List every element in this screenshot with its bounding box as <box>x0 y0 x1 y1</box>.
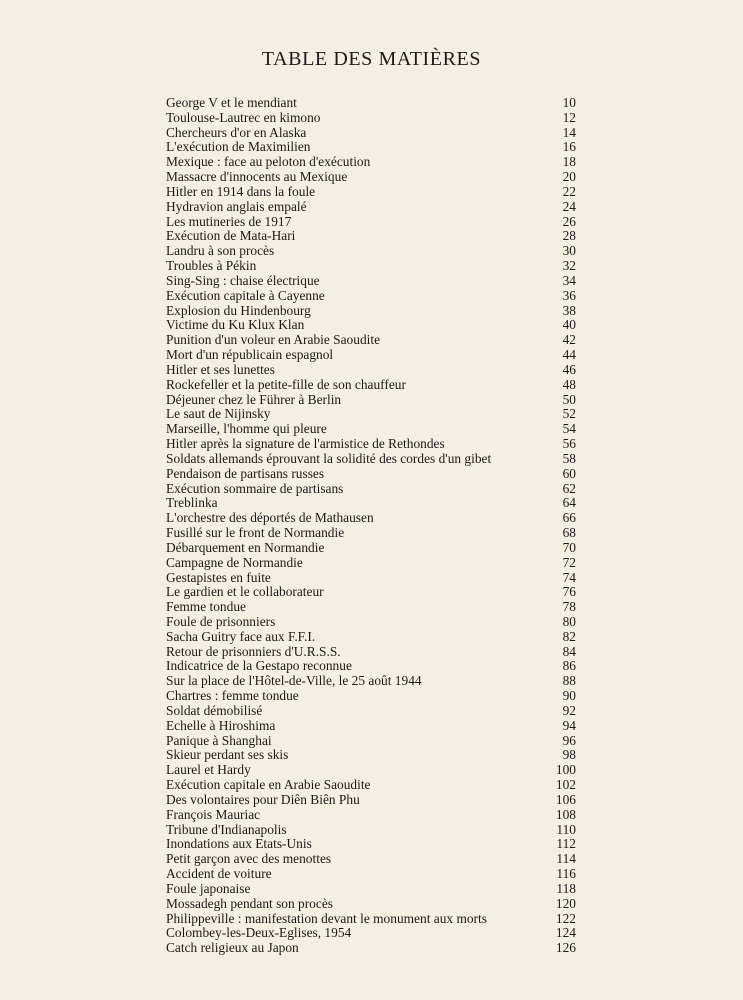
toc-entry <box>166 897 576 912</box>
toc-entry-title: Punition d'un voleur en Arabie Saoudite <box>166 333 381 348</box>
toc-entry-page-number: 102 <box>555 777 576 793</box>
toc-entry <box>166 378 576 393</box>
toc-entry-title: Le saut de Nijinsky <box>166 407 271 422</box>
toc-entry-title: L'orchestre des déportés de Mathausen <box>166 511 374 526</box>
toc-entry-page-number: 84 <box>562 643 576 659</box>
toc-entry-title: Exécution capitale à Cayenne <box>166 288 325 303</box>
toc-entry-title: Exécution capitale en Arabie Saoudite <box>166 778 371 793</box>
toc-entry <box>166 748 576 763</box>
toc-entry <box>166 274 576 289</box>
toc-entry-title: Hitler et ses lunettes <box>166 362 275 377</box>
page-title: TABLE DES MATIÈRES <box>261 48 482 70</box>
toc-entry <box>166 823 576 838</box>
toc-entry-page-number: 92 <box>562 702 576 718</box>
toc-entry-page-number: 122 <box>555 910 576 926</box>
table-of-contents <box>166 96 576 956</box>
toc-entry-title: Chercheurs d'or en Alaska <box>166 125 307 140</box>
toc-entry-title: Foule de prisonniers <box>166 614 276 629</box>
toc-entry <box>166 348 576 363</box>
toc-entry-page-number: 116 <box>556 866 576 882</box>
toc-entry-page-number: 26 <box>562 213 576 229</box>
toc-entry-page-number: 34 <box>562 272 576 288</box>
toc-entry-page-number: 90 <box>562 688 576 704</box>
toc-entry-page-number: 118 <box>556 880 576 896</box>
toc-entry <box>166 333 576 348</box>
toc-entry-title: Mexique : face au peloton d'exécution <box>166 155 371 170</box>
toc-entry-page-number: 82 <box>562 628 576 644</box>
toc-entry <box>166 482 576 497</box>
toc-entry-title: Soldats allemands éprouvant la solidité des cordes d'un gibet <box>166 451 492 466</box>
toc-entry-page-number: 38 <box>562 302 576 318</box>
toc-entry-title: Les mutineries de 1917 <box>166 214 292 229</box>
toc-entry-title: Soldat démobilisé <box>166 703 263 718</box>
toc-entry <box>166 585 576 600</box>
toc-entry <box>166 140 576 155</box>
toc-entry-title: Philippeville : manifestation devant le monument aux morts <box>166 911 487 926</box>
toc-entry-page-number: 106 <box>555 791 576 807</box>
toc-entry <box>166 571 576 586</box>
toc-entry-title: Campagne de Normandie <box>166 555 303 570</box>
toc-entry <box>166 289 576 304</box>
toc-entry-page-number: 42 <box>562 332 576 348</box>
toc-entry-title: Hydravion anglais empalé <box>166 199 307 214</box>
toc-entry <box>166 645 576 660</box>
toc-entry-page-number: 40 <box>562 317 576 333</box>
toc-entry <box>166 852 576 867</box>
toc-entry-page-number: 16 <box>562 139 576 155</box>
toc-entry-title: Massacre d'innocents au Mexique <box>166 170 348 185</box>
toc-entry-title: Sur la place de l'Hôtel-de-Ville, le 25 août 1944 <box>166 674 422 689</box>
toc-entry-title: Foule japonaise <box>166 881 251 896</box>
toc-entry-page-number: 52 <box>562 406 576 422</box>
toc-entry <box>166 734 576 749</box>
toc-entry-page-number: 124 <box>555 925 576 941</box>
toc-entry-title: Petit garçon avec des menottes <box>166 852 332 867</box>
toc-entry-title: Laurel et Hardy <box>166 763 251 778</box>
toc-entry-page-number: 66 <box>562 510 576 526</box>
toc-entry-page-number: 108 <box>555 806 576 822</box>
toc-entry-title: Victime du Ku Klux Klan <box>166 318 305 333</box>
toc-entry-title: Hitler après la signature de l'armistice de Rethondes <box>166 437 445 452</box>
toc-entry-page-number: 74 <box>562 569 576 585</box>
toc-entry <box>166 941 576 956</box>
toc-entry-page-number: 20 <box>562 169 576 185</box>
toc-entry <box>166 541 576 556</box>
toc-entry-title: Gestapistes en fuite <box>166 570 271 585</box>
toc-entry-page-number: 96 <box>562 732 576 748</box>
toc-entry <box>166 215 576 230</box>
toc-entry <box>166 467 576 482</box>
toc-entry-page-number: 58 <box>562 450 576 466</box>
toc-entry <box>166 867 576 882</box>
toc-entry <box>166 259 576 274</box>
toc-entry <box>166 496 576 511</box>
toc-entry <box>166 511 576 526</box>
toc-entry-title: Exécution de Mata-Hari <box>166 229 296 244</box>
toc-entry-page-number: 120 <box>555 895 576 911</box>
toc-entry-page-number: 48 <box>562 376 576 392</box>
toc-entry-page-number: 24 <box>562 198 576 214</box>
toc-entry <box>166 600 576 615</box>
toc-entry-page-number: 70 <box>562 539 576 555</box>
toc-entry <box>166 912 576 927</box>
toc-entry-page-number: 64 <box>562 495 576 511</box>
toc-entry <box>166 437 576 452</box>
toc-entry <box>166 185 576 200</box>
toc-entry-title: Toulouse-Lautrec en kimono <box>166 110 321 125</box>
toc-entry <box>166 674 576 689</box>
toc-entry-page-number: 14 <box>562 124 576 140</box>
toc-entry <box>166 170 576 185</box>
toc-entry-page-number: 44 <box>562 347 576 363</box>
toc-entry <box>166 96 576 111</box>
toc-entry-title: Débarquement en Normandie <box>166 540 325 555</box>
toc-entry <box>166 615 576 630</box>
toc-entry-title: Rockefeller et la petite-fille de son chauffeur <box>166 377 406 392</box>
toc-entry-page-number: 12 <box>562 109 576 125</box>
toc-entry-page-number: 72 <box>562 554 576 570</box>
toc-entry <box>166 778 576 793</box>
toc-entry-page-number: 110 <box>556 821 576 837</box>
toc-entry <box>166 556 576 571</box>
toc-entry-title: George V et le mendiant <box>166 96 297 110</box>
toc-entry-page-number: 60 <box>562 465 576 481</box>
toc-entry-title: Exécution sommaire de partisans <box>166 481 344 496</box>
toc-entry-title: François Mauriac <box>166 807 261 822</box>
toc-entry <box>166 318 576 333</box>
toc-entry-title: Inondations aux Etats-Unis <box>166 837 312 852</box>
toc-entry <box>166 630 576 645</box>
toc-entry-page-number: 50 <box>562 391 576 407</box>
toc-entry-title: Echelle à Hiroshima <box>166 718 276 733</box>
toc-entry-page-number: 98 <box>562 747 576 763</box>
toc-entry <box>166 304 576 319</box>
toc-entry-title: Accident de voiture <box>166 867 272 882</box>
toc-entry-page-number: 100 <box>555 762 576 778</box>
toc-entry-title: Skieur perdant ses skis <box>166 748 289 763</box>
toc-entry <box>166 837 576 852</box>
toc-entry-title: Colombey-les-Deux-Eglises, 1954 <box>166 926 352 941</box>
toc-entry <box>166 155 576 170</box>
toc-entry <box>166 926 576 941</box>
toc-entry-title: L'exécution de Maximilien <box>166 140 311 155</box>
toc-entry <box>166 126 576 141</box>
toc-entry-title: Catch religieux au Japon <box>166 941 299 956</box>
toc-entry-page-number: 32 <box>562 258 576 274</box>
toc-entry-page-number: 86 <box>562 658 576 674</box>
toc-entry <box>166 111 576 126</box>
toc-entry-title: Troubles à Pékin <box>166 259 257 274</box>
toc-entry-page-number: 114 <box>556 851 576 867</box>
toc-entry-page-number: 112 <box>556 836 576 852</box>
toc-entry-title: Sacha Guitry face aux F.F.I. <box>166 629 316 644</box>
toc-entry <box>166 659 576 674</box>
toc-entry-title: Fusillé sur le front de Normandie <box>166 526 345 541</box>
toc-entry-title: Des volontaires pour Diên Biên Phu <box>166 792 360 807</box>
toc-entry-page-number: 76 <box>562 584 576 600</box>
toc-entry <box>166 882 576 897</box>
toc-entry-title: Mort d'un républicain espagnol <box>166 348 334 363</box>
toc-entry <box>166 808 576 823</box>
toc-entry <box>166 200 576 215</box>
toc-entry <box>166 526 576 541</box>
toc-entry-title: Hitler en 1914 dans la foule <box>166 184 316 199</box>
toc-entry-title: Déjeuner chez le Führer à Berlin <box>166 392 342 407</box>
toc-entry-title: Sing-Sing : chaise électrique <box>166 273 320 288</box>
toc-entry <box>166 793 576 808</box>
toc-entry-page-number: 22 <box>562 183 576 199</box>
toc-entry-title: Panique à Shanghai <box>166 733 272 748</box>
toc-entry-page-number: 88 <box>562 673 576 689</box>
toc-entry-title: Marseille, l'homme qui pleure <box>166 422 327 437</box>
toc-entry <box>166 689 576 704</box>
toc-entry-title: Explosion du Hindenbourg <box>166 303 311 318</box>
toc-entry-page-number: 56 <box>562 436 576 452</box>
toc-entry <box>166 407 576 422</box>
toc-entry-title: Le gardien et le collaborateur <box>166 585 324 600</box>
toc-entry-title: Chartres : femme tondue <box>166 689 299 704</box>
toc-entry-page-number: 54 <box>562 421 576 437</box>
toc-entry-title: Indicatrice de la Gestapo reconnue <box>166 659 352 674</box>
toc-entry-title: Pendaison de partisans russes <box>166 466 325 481</box>
toc-entry <box>166 704 576 719</box>
toc-entry-page-number: 80 <box>562 613 576 629</box>
toc-entry-page-number: 68 <box>562 525 576 541</box>
toc-entry <box>166 393 576 408</box>
toc-entry-title: Mossadegh pendant son procès <box>166 896 333 911</box>
toc-entry-title: Treblinka <box>166 496 218 511</box>
toc-entry <box>166 452 576 467</box>
toc-entry <box>166 363 576 378</box>
toc-entry-page-number: 62 <box>562 480 576 496</box>
toc-entry-page-number: 94 <box>562 717 576 733</box>
toc-entry <box>166 229 576 244</box>
toc-entry-title: Retour de prisonniers d'U.R.S.S. <box>166 644 341 659</box>
toc-entry-title: Landru à son procès <box>166 244 275 259</box>
toc-entry-page-number: 126 <box>555 940 576 956</box>
toc-entry <box>166 422 576 437</box>
toc-entry-page-number: 46 <box>562 361 576 377</box>
toc-entry-title: Tribune d'Indianapolis <box>166 822 287 837</box>
toc-entry-title: Femme tondue <box>166 600 246 615</box>
toc-entry-page-number: 30 <box>562 243 576 259</box>
toc-entry-page-number: 28 <box>562 228 576 244</box>
toc-entry <box>166 244 576 259</box>
toc-entry-page-number: 36 <box>562 287 576 303</box>
toc-entry-page-number: 18 <box>562 154 576 170</box>
toc-entry-page-number: 10 <box>562 95 576 110</box>
toc-entry-page-number: 78 <box>562 599 576 615</box>
toc-entry <box>166 763 576 778</box>
toc-entry <box>166 719 576 734</box>
